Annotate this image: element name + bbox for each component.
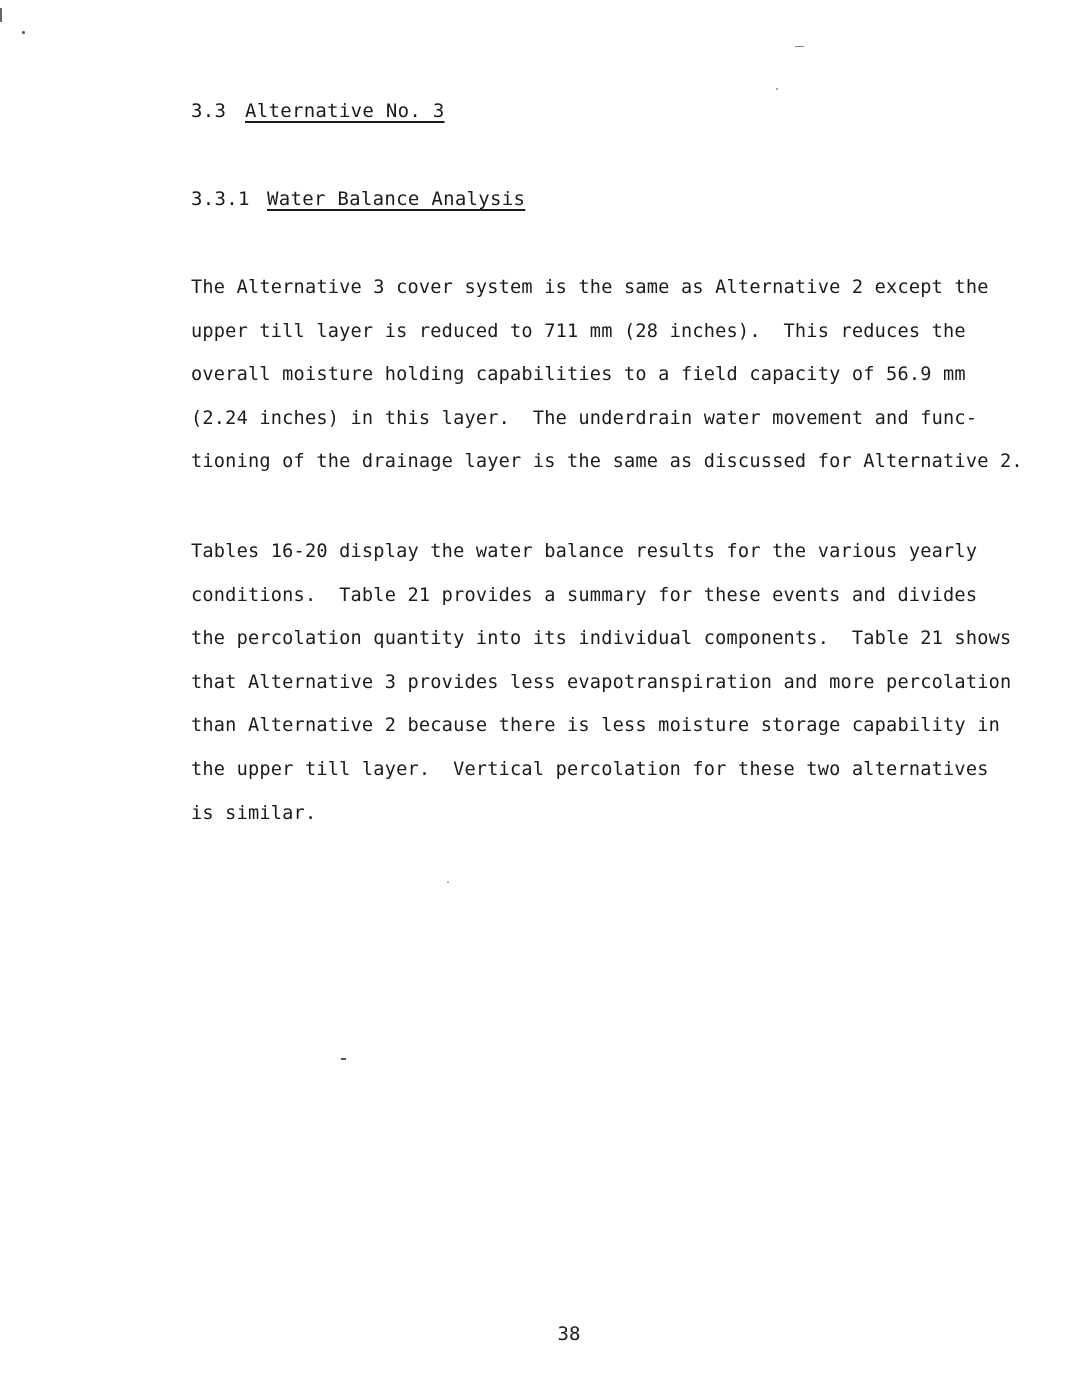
subsection-number: 3.3.1 [191,188,250,210]
paragraph-line: upper till layer is reduced to 711 mm (28 inches). This reduces the [191,320,966,342]
paragraph-line: The Alternative 3 cover system is the same as Alternative 2 except the [191,277,989,298]
scan-speck [22,31,25,34]
paragraph-line: the upper till layer. Vertical percolation for these two alternatives [191,758,989,780]
subsection-title: Water Balance Analysis [267,188,526,210]
paragraph-line: overall moisture holding capabilities to a field capacity of 56.9 mm [191,364,966,386]
paragraph-line: is similar. [191,802,317,824]
page-number: 38 [557,1323,581,1345]
paragraph-tables-summary [191,540,1012,845]
paragraph-line: (2.24 inches) in this layer. The underdrain water movement and func- [191,407,978,429]
section-number: 3.3 [191,100,227,122]
scan-speck [776,88,778,90]
paragraph-cover-system [191,276,1023,494]
scan-speck [795,46,804,47]
scan-edge-mark [0,8,2,22]
paragraph-line: that Alternative 3 provides less evapotranspiration and more percolation [191,671,1012,693]
paragraph-line: than Alternative 2 because there is less moisture storage capability in [191,715,1001,737]
section-title: Alternative No. 3 [245,100,445,122]
paragraph-line: Tables 16-20 display the water balance results for the various yearly [191,541,978,562]
paragraph-line: conditions. Table 21 provides a summary for these events and divides [191,584,978,606]
scan-speck [341,1058,346,1060]
scan-speck [447,881,449,883]
paragraph-line: the percolation quantity into its individual components. Table 21 shows [191,628,1012,650]
subsection-heading [191,187,525,211]
paragraph-line: tioning of the drainage layer is the same as discussed for Alternative 2. [191,451,1023,473]
section-heading [191,99,445,123]
